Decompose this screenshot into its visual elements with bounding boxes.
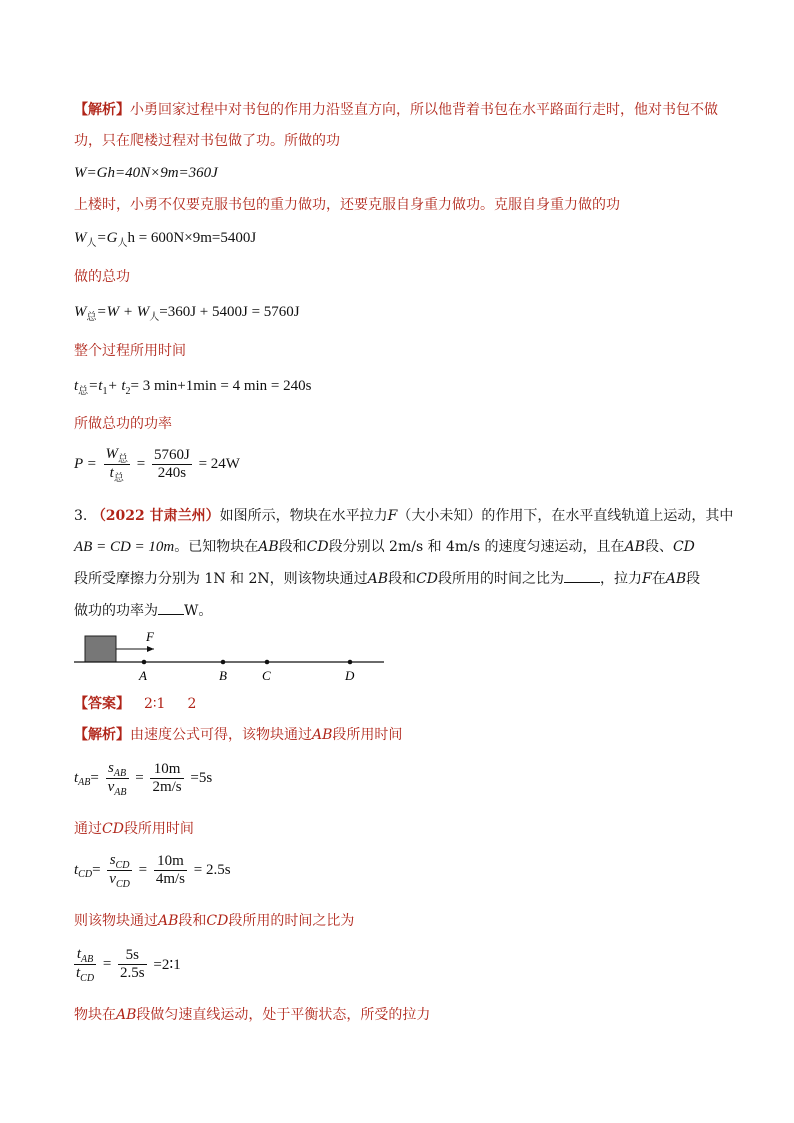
answer-blank-1 bbox=[564, 568, 600, 583]
solution-2-paragraph-3: 做的总功 bbox=[74, 269, 130, 285]
equation-power: P = $\frac{W_总}{t_总}$ = $\frac{5760J}{240s}$ = 24W bbox=[74, 446, 240, 484]
equation-work-person: $W_人=G_人h = 600N\times 9m=5400J$ bbox=[74, 230, 257, 249]
solution-3-paragraph-4: 物块在AB段做匀速直线运动，处于平衡状态，所受的拉力 bbox=[74, 1007, 431, 1023]
question-3-line-4: 做功的功率为 W。 bbox=[74, 600, 212, 621]
solution-2-paragraph-1b: 功，只在爬楼过程对书包做了功。所做的功 bbox=[74, 133, 340, 149]
equation-time-cd: $t_{CD}=$ $\frac{s_{CD}}{v_{CD}}$ = $\frac{10m}{4m/s}$ = 2.5s bbox=[74, 852, 231, 890]
equation-work-bag: W=Gh=40N×9m=360J bbox=[74, 165, 218, 181]
label-c: C bbox=[262, 668, 271, 683]
point-a bbox=[142, 660, 147, 665]
analysis-tag: 【解析】 bbox=[74, 102, 130, 118]
question-3-line-2: AB = CD = 10m。已知物块在AB段和CD段分别以 2m/s 和 4m/s 的速度匀速运动，且在AB段、CD bbox=[74, 539, 695, 555]
point-b bbox=[221, 660, 226, 665]
track-figure bbox=[70, 628, 390, 686]
label-a: A bbox=[139, 668, 147, 683]
force-label: F bbox=[146, 629, 154, 644]
equation-time-ab: $t_{AB}=$ $\frac{s_{AB}}{v_{AB}}$ = $\frac{10m}{2m/s}$ =5s bbox=[74, 760, 213, 798]
solution-3-paragraph-1: 【解析】由速度公式可得，该物块通过AB段所用时间 bbox=[74, 727, 403, 743]
answer-3: 【答案】 2∶1 2 bbox=[74, 696, 197, 712]
question-source: （2022 甘肃兰州） bbox=[91, 508, 220, 524]
point-d bbox=[348, 660, 353, 665]
equation-total-work: $W_总=W + W_人=360J + 5400J = 5760J$ bbox=[74, 304, 300, 323]
solution-2-paragraph-4: 整个过程所用时间 bbox=[74, 343, 186, 359]
question-3-line-1: 3. （2022 甘肃兰州）如图所示，物块在水平拉力F（大小未知）的作用下，在水平直线轨道上运动，其中 bbox=[74, 508, 734, 524]
equation-time-ratio: $\frac{t_{AB}}{t_{CD}}$ = $\frac{5s}{2.5s}$ =2∶1 bbox=[76, 946, 181, 984]
answer-blank-2 bbox=[158, 600, 184, 615]
solution-2-paragraph-2: 上楼时，小勇不仅要克服书包的重力做功，还要克服自身重力做功。克服自身重力做的功 bbox=[74, 197, 620, 213]
answer-tag: 【答案】 bbox=[74, 696, 130, 712]
block bbox=[85, 636, 116, 662]
equation-total-time: $t_总=t_1+ t_2= 3$ min+1min = 4 min = 240s bbox=[74, 378, 312, 397]
label-d: D bbox=[345, 668, 355, 683]
solution-3-paragraph-3: 则该物块通过AB段和CD段所用的时间之比为 bbox=[74, 913, 355, 929]
question-3-line-3: 段所受摩擦力分别为 1N 和 2N，则该物块通过AB段和CD段所用的时间之比为 ，拉力F在AB段 bbox=[74, 568, 700, 589]
solution-2-paragraph-5: 所做总功的功率 bbox=[74, 416, 172, 432]
point-c bbox=[265, 660, 270, 665]
label-b: B bbox=[219, 668, 227, 683]
solution-2-paragraph-1: 【解析】小勇回家过程中对书包的作用力沿竖直方向，所以他背着书包在水平路面行走时，他对书包不做 bbox=[74, 102, 718, 118]
solution-3-paragraph-2: 通过CD段所用时间 bbox=[74, 821, 194, 837]
